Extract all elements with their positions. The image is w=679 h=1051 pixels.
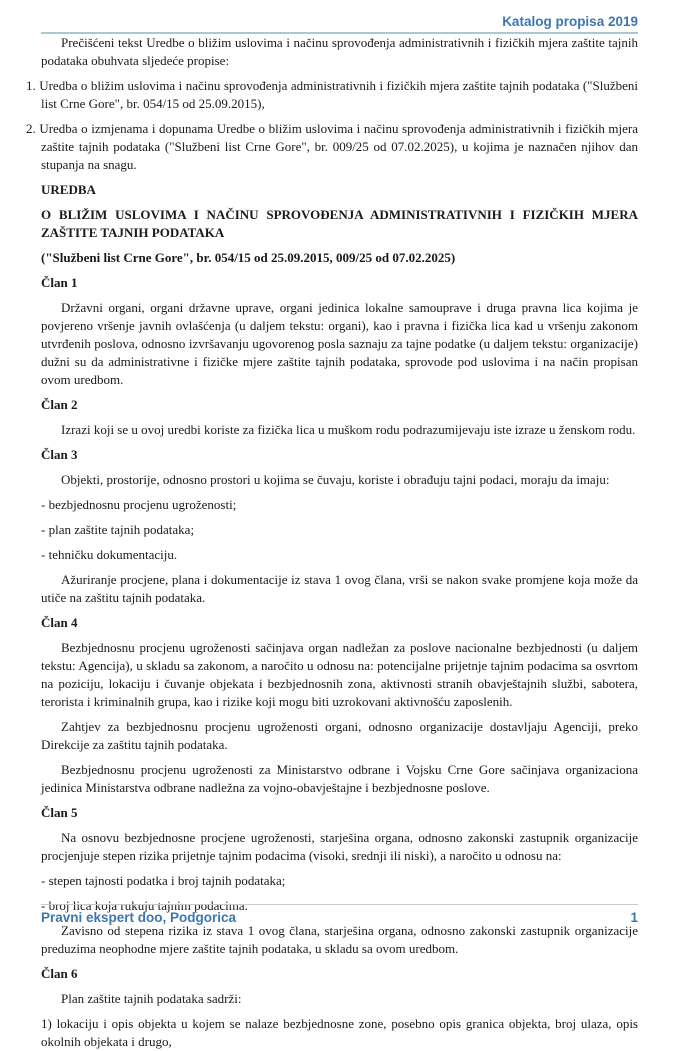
article-heading: Član 6 xyxy=(41,966,78,981)
article-paragraph: Državni organi, organi državne uprave, organi jedinica lokalne samouprave i druga pravna lica kojima je povjereno vršenje javnih ovlašćenja (u daljem tekstu: organi), kao i pravna i fizička lica kad u vršenju zakonom utvrđenih poslova, odnosno izvršavanju ugovorenog posla saznaju za tajne podatke (u daljem tekstu: organizacije) dužni su da administrativne i fizičke mjere zaštite tajnih podataka, sprovode pod uslovima i na način propisan ovom uredbom. xyxy=(41,300,638,387)
numbered-list-item: 1) lokaciju i opis objekta u kojem se nalaze bezbjednosne zone, posebno opis granica objekta, broj ulaza, opis okolnih objekata i drugo, xyxy=(41,1016,638,1049)
article-heading: Član 4 xyxy=(41,615,78,630)
dash-list-item: - plan zaštite tajnih podataka; xyxy=(41,522,195,537)
dash-list-item: - stepen tajnosti podatka i broj tajnih podataka; xyxy=(41,873,286,888)
article-heading: Član 2 xyxy=(41,397,78,412)
title-kicker: UREDBA xyxy=(41,182,96,197)
article-heading: Član 3 xyxy=(41,447,78,462)
dash-list-item: - tehničku dokumentaciju. xyxy=(41,547,178,562)
article-paragraph: Izrazi koji se u ovoj uredbi koriste za fizička lica u muškom rodu podrazumijevaju iste izraze u ženskom rodu. xyxy=(61,422,636,437)
intro-paragraph: Prečišćeni tekst Uredbe o bližim uslovima i načinu sprovođenja administrativnih i fizičkih mjera zaštite tajnih podataka obuhvata sljedeće propise: xyxy=(41,35,638,68)
article-paragraph: Zahtjev za bezbjednosnu procjenu ugroženosti organi, odnosno organizacije dostavljaju Agenciji, preko Direkcije za zaštitu tajnih podataka. xyxy=(41,719,638,752)
article-paragraph: Zavisno od stepena rizika iz stava 1 ovog člana, starješina organa, odnosno zakonski zastupnik organizacije preduzima neophodne mjere zaštite tajnih podataka, u skladu sa ovom uredbom. xyxy=(41,923,638,956)
dash-list-item: - bezbjednosnu procjenu ugroženosti; xyxy=(41,497,237,512)
page-header xyxy=(41,0,638,34)
article-paragraph: Ažuriranje procjene, plana i dokumentacije iz stava 1 ovog člana, vrši se nakon svake promjene koja može da utiče na zaštitu tajnih podataka. xyxy=(41,572,638,605)
regulation-list-item: 1. Uredba o bližim uslovima i načinu sprovođenja administrativnih i fizičkih mjera zaštite tajnih podataka ("Službeni list Crne Gore", br. 054/15 od 25.09.2015), xyxy=(26,78,638,111)
regulation-title: O BLIŽIM USLOVIMA I NAČINU SPROVOĐENJA ADMINISTRATIVNIH I FIZIČKIH MJERA ZAŠTITE TAJNIH PODATAKA xyxy=(41,207,638,240)
footer-company: Pravni ekspert doo, Podgorica xyxy=(41,910,237,925)
article-paragraph: Plan zaštite tajnih podataka sadrži: xyxy=(61,991,242,1006)
article-heading: Član 1 xyxy=(41,275,78,290)
dash-list-item: - broj lica koja rukuju tajnim podacima. xyxy=(41,898,248,913)
regulation-list-item: 2. Uredba o izmjenama i dopunama Uredbe o bližim uslovima i načinu sprovođenja administrativnih i fizičkih mjera zaštite tajnih podataka ("Službeni list Crne Gore", br. 009/25 od 07.02.2025), u kojima je naznačen njihov dan stupanja na snagu. xyxy=(26,121,638,172)
article-heading: Član 5 xyxy=(41,805,78,820)
article-paragraph: Bezbjednosnu procjenu ugroženosti za Ministarstvo odbrane i Vojsku Crne Gore sačinjava organizaciona jedinica Ministarstva odbrane nadležna za vojno-obavještajne i bezbjednosne poslove. xyxy=(41,762,638,795)
document-body xyxy=(26,34,638,1051)
catalog-brand-text: Katalog propisa 2019 xyxy=(502,14,638,29)
article-paragraph: Objekti, prostorije, odnosno prostori u kojima se čuvaju, koriste i obrađuju tajni podaci, moraju da imaju: xyxy=(61,472,610,487)
footer-page-number: 1 xyxy=(630,910,638,925)
article-paragraph: Bezbjednosnu procjenu ugroženosti sačinjava organ nadležan za poslove nacionalne bezbjednosti (u daljem tekstu: Agencija), u skladu sa zakonom, a naročito u odnosu na: potencijalne prijetnje tajnim podacima sa osvrtom na poziciju, lokaciju i čuvanje objekata i bezbjednosnih zona, aktivnosti stranih obavještajnih službi, sabotera, terorista i kriminalnih grupa, kao i rizike koji mogu biti uzrokovani aktivnošću zaposlenih. xyxy=(41,640,638,709)
page-footer xyxy=(41,904,638,925)
article-paragraph: Na osnovu bezbjednosne procjene ugroženosti, starješina organa, odnosno zakonski zastupnik organizacije procjenjuje stepen rizika prijetnje tajnim podacima (visoki, srednji ili niski), a naročito u odnosu na: xyxy=(41,830,638,863)
gazette-reference: ("Službeni list Crne Gore", br. 054/15 od 25.09.2015, 009/25 od 07.02.2025) xyxy=(41,250,456,265)
